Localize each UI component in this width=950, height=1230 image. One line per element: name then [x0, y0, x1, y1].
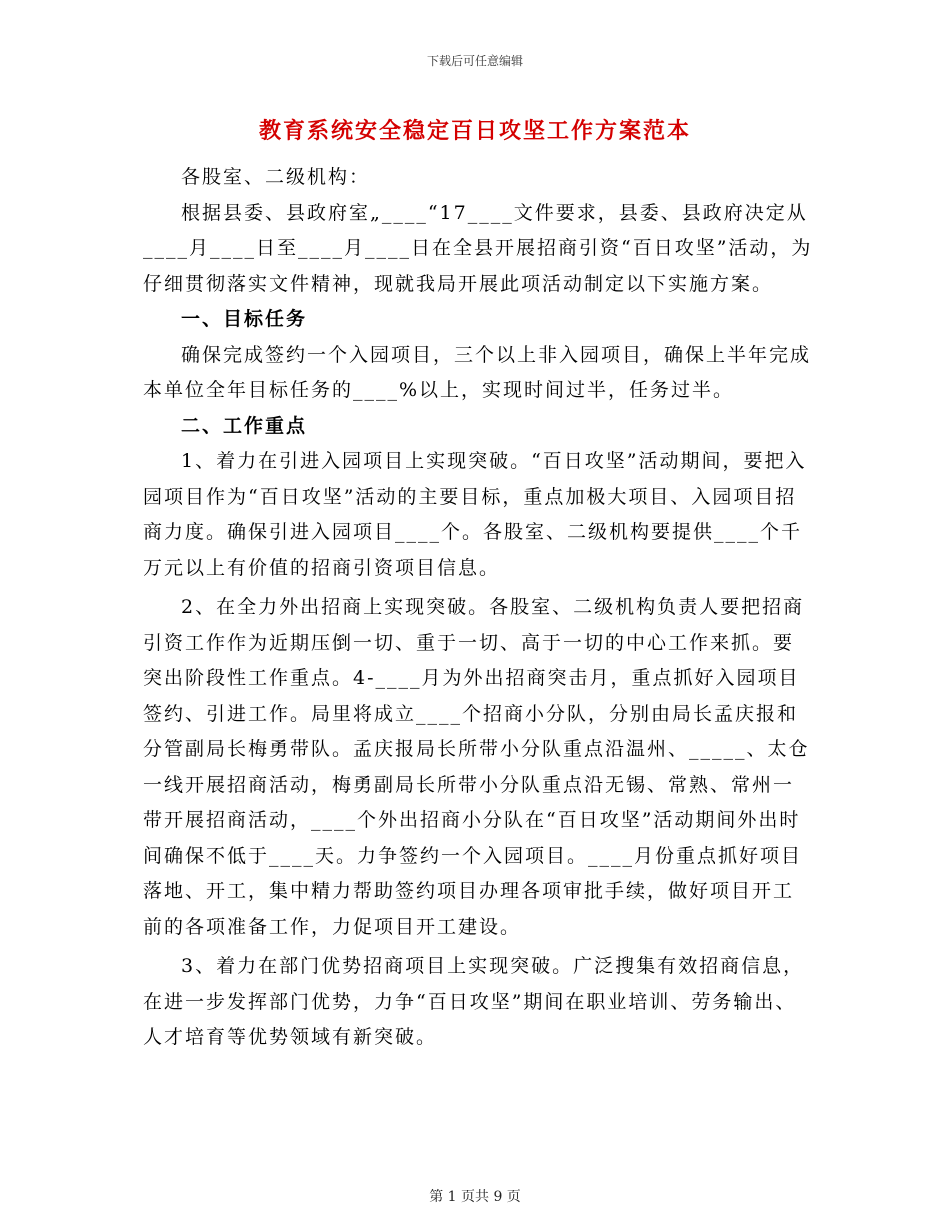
- intro-paragraph: 根据县委、县政府室„____“17____文件要求，县委、县政府决定从____月____日至____月____日在全县开展招商引资“百日攻坚”活动，为仔细贯彻落实文件精神，现就我局开展此项活动制定以下实施方案。: [143, 201, 813, 295]
- section-heading-goals: 一、目标任务: [181, 308, 308, 330]
- page-number: 第 1 页共 9 页: [429, 1189, 521, 1205]
- page-header-note: 下载后可任意编辑: [426, 54, 523, 68]
- document-body: [143, 160, 813, 1056]
- priority-item-3: 3、着力在部门优势招商项目上实现突破。广泛搜集有效招商信息，在进一步发挥部门优势，力争“百日攻坚”期间在职业培训、劳务输出、人才培育等优势领域有新突破。: [143, 955, 805, 1048]
- goals-paragraph: 确保完成签约一个入园项目，三个以上非入园项目，确保上半年完成本单位全年目标任务的____%以上，实现时间过半，任务过半。: [143, 343, 812, 401]
- document-title: 教育系统安全稳定百日攻坚工作方案范本: [258, 118, 691, 144]
- section-heading-priorities: 二、工作重点: [181, 414, 308, 437]
- priority-item-1: 1、着力在引进入园项目上实现突破。“百日攻坚”活动期间，要把入园项目作为“百日攻坚”活动的主要目标，重点加极大项目、入园项目招商力度。确保引进入园项目____个。各股室、二级机构要提供____个千万元以上有价值的招商引资项目信息。: [143, 450, 807, 579]
- priority-item-2: 2、在全力外出招商上实现突破。各股室、二级机构负责人要把招商引资工作作为近期压倒一切、重于一切、高于一切的中心工作来抓。要突出阶段性工作重点。4-____月为外出招商突击月，重点抓好入园项目签约、引进工作。局里将成立____个招商小分队，分别由局长孟庆报和分管副局长梅勇带队。孟庆报局长所带小分队重点沿温州、_____、太仓一线开展招商活动，梅勇副局长所带小分队重点沿无锡、常熟、常州一带开展招商活动，____个外出招商小分队在“百日攻坚”活动期间外出时间确保不低于____天。力争签约一个入园项目。____月份重点抓好项目落地、开工，集中精力帮助签约项目办理各项审批手续，做好项目开工前的各项准备工作，力促项目开工建设。: [143, 596, 810, 938]
- salutation: 各股室、二级机构：: [181, 166, 371, 188]
